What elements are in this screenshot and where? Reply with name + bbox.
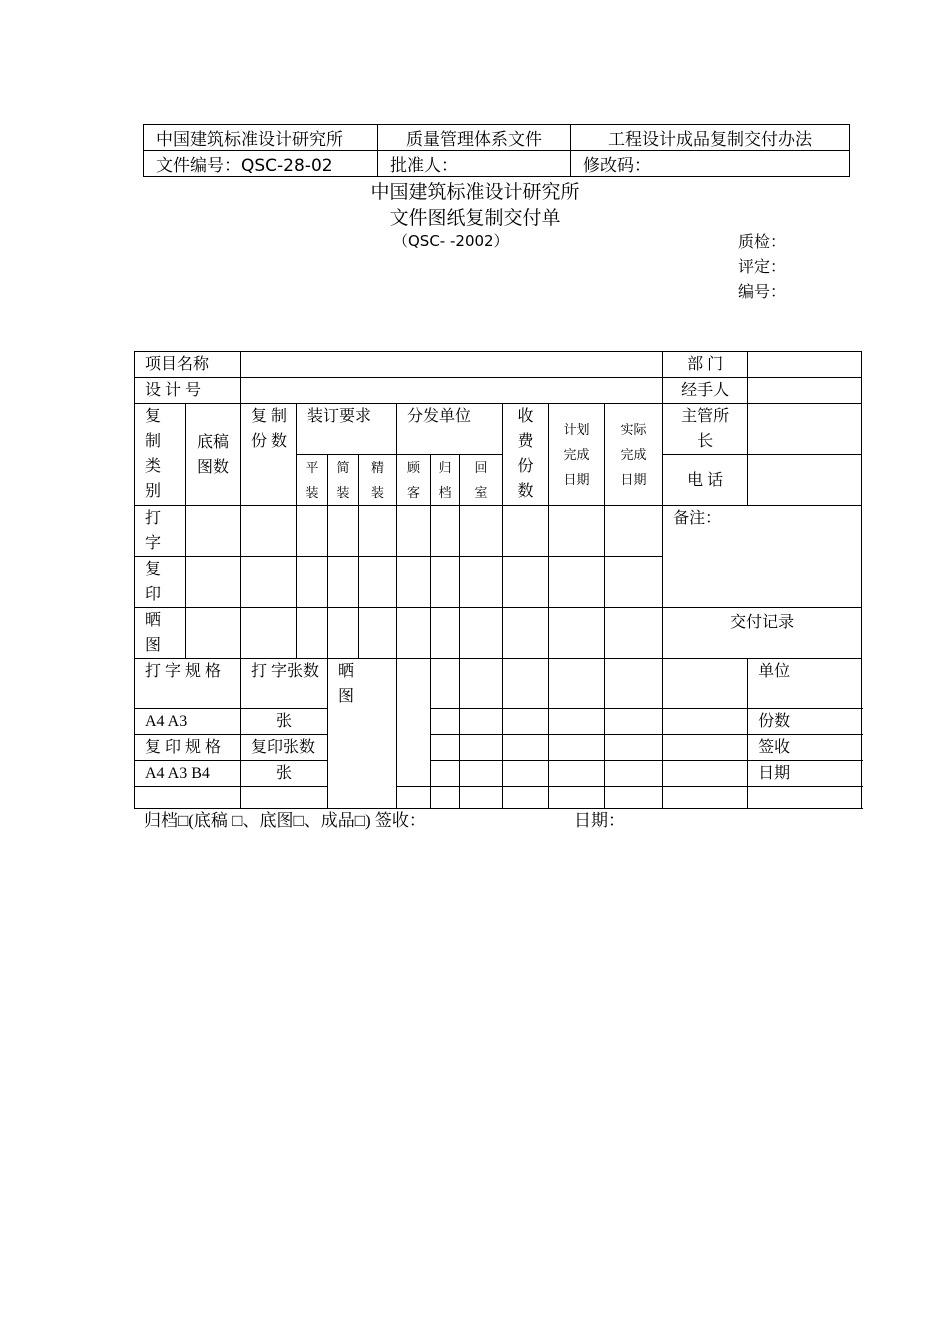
footer-date: 日期： [574,811,625,830]
cell-copy[interactable] [297,557,328,608]
cell-blank[interactable] [605,709,663,735]
cell-typing[interactable] [431,506,460,557]
field-supervisor[interactable] [748,404,862,455]
label-fee-copies: 收 费 份 数 [503,404,549,506]
label-dist-archive: 归档 [431,455,460,506]
cell-copy[interactable] [359,557,397,608]
cell-blank[interactable] [605,659,663,709]
cell-blueprint[interactable] [297,608,328,659]
field-design-no[interactable] [241,378,663,404]
cell-copy[interactable] [503,557,549,608]
label-binding-simple: 简装 [328,455,359,506]
cell-blueprint[interactable] [328,608,359,659]
cell-typing[interactable] [359,506,397,557]
label-binding-fine: 精装 [359,455,397,506]
cell-blank[interactable] [503,787,549,809]
cell-blank[interactable] [397,659,431,787]
field-department[interactable] [748,352,862,378]
label-delivery-record: 交付记录 [663,608,862,659]
cell-blank[interactable] [549,735,605,761]
label-binding-paperback: 平装 [297,455,328,506]
cell-copy[interactable] [605,557,663,608]
cell-blank[interactable] [460,761,503,787]
cell-typing[interactable] [460,506,503,557]
title-form-name: 文件图纸复制交付单 [389,207,561,229]
cell-copy[interactable] [431,557,460,608]
cell-blank[interactable] [549,659,605,709]
cell-blank[interactable] [503,659,549,709]
label-blueprint: 晒图 [328,659,397,809]
footer-archive: 归档□(底稿 □、底图□、成品□) 签收： [144,811,426,830]
cell-blank[interactable] [460,787,503,809]
label-department: 部 门 [663,352,748,378]
cell-blank[interactable] [663,659,748,709]
label-actual-date: 实际完成日期 [605,404,663,506]
label-typing-spec: 打 字 规 格 [135,659,241,709]
copy-delivery-form [134,351,862,809]
cell-blank[interactable] [663,761,748,787]
cell-blank[interactable] [663,787,748,809]
cell-typing[interactable] [297,506,328,557]
cell-typing[interactable] [549,506,605,557]
label-evaluation: 评定： [738,257,787,276]
label-sheet-unit-2: 张 [241,761,328,787]
label-copy-spec: 复 印 规 格 [135,735,241,761]
row-typing-label: 打字 [135,506,186,557]
cell-blank[interactable] [503,761,549,787]
label-draft-count: 底稿图数 [186,404,241,506]
cell-blueprint[interactable] [605,608,663,659]
cell-typing[interactable] [186,506,241,557]
cell-blank[interactable] [663,735,748,761]
header-approver: 批准人： [378,151,571,177]
cell-blueprint[interactable] [359,608,397,659]
cell-blank[interactable] [431,709,460,735]
cell-blueprint[interactable] [431,608,460,659]
cell-typing[interactable] [328,506,359,557]
cell-blank[interactable] [748,787,862,809]
cell-typing[interactable] [241,506,297,557]
label-dist-office: 回室 [460,455,503,506]
cell-blank[interactable] [549,709,605,735]
label-sheet-unit: 张 [241,709,328,735]
label-date: 日期 [748,761,862,787]
cell-typing[interactable] [605,506,663,557]
field-project-name[interactable] [241,352,663,378]
row-blueprint-label: 晒图 [135,608,186,659]
label-copy-count: 复 制 份 数 [241,404,297,506]
header-doc-title: 工程设计成品复制交付办法 [571,125,850,151]
cell-blank[interactable] [663,709,748,735]
cell-blank[interactable] [431,761,460,787]
label-planned-date: 计划完成日期 [549,404,605,506]
title-code: （QSC- -2002） [393,232,509,250]
label-typing-sheets: 打 字张数 [241,659,328,709]
cell-blank[interactable] [460,659,503,709]
cell-blank[interactable] [503,735,549,761]
cell-blank[interactable] [549,761,605,787]
header-file-no: 文件编号：QSC-28-02 [144,151,378,177]
label-phone: 电 话 [663,455,748,506]
cell-blueprint[interactable] [186,608,241,659]
title-org: 中国建筑标准设计研究所 [370,181,580,203]
label-unit: 单位 [748,659,862,709]
cell-blueprint[interactable] [241,608,297,659]
cell-copy[interactable] [549,557,605,608]
cell-copy[interactable] [397,557,431,608]
cell-blueprint[interactable] [397,608,431,659]
label-size-a4a3: A4 A3 [135,709,241,735]
cell-typing[interactable] [397,506,431,557]
label-sign: 签收 [748,735,862,761]
field-handler[interactable] [748,378,862,404]
label-handler: 经手人 [663,378,748,404]
header-system: 质量管理体系文件 [378,125,571,151]
cell-blank[interactable] [605,761,663,787]
cell-blank[interactable] [605,735,663,761]
field-remarks[interactable]: 备注： [663,506,862,608]
field-phone[interactable] [748,455,862,506]
cell-blueprint[interactable] [549,608,605,659]
label-design-no: 设 计 号 [135,378,241,404]
label-copy-type: 复 制 类 别 [135,404,186,506]
cell-copy[interactable] [328,557,359,608]
cell-blank[interactable] [431,659,460,709]
label-size-a4a3b4: A4 A3 B4 [135,761,241,787]
cell-typing[interactable] [503,506,549,557]
document-header-table [143,124,850,177]
cell-blank[interactable] [460,709,503,735]
label-supervisor: 主管所长 [663,404,748,455]
header-org: 中国建筑标准设计研究所 [144,125,378,151]
cell-blank[interactable] [431,735,460,761]
label-copies: 份数 [748,709,862,735]
cell-blueprint[interactable] [460,608,503,659]
label-binding: 装订要求 [297,404,397,455]
cell-blank[interactable] [460,735,503,761]
cell-copy[interactable] [460,557,503,608]
cell-copy[interactable] [186,557,241,608]
label-quality-check: 质检： [738,232,787,251]
cell-blank[interactable] [431,787,460,809]
header-revision: 修改码： [571,151,850,177]
label-number: 编号： [738,282,787,301]
label-dist-customer: 顾客 [397,455,431,506]
cell-copy[interactable] [241,557,297,608]
cell-blueprint[interactable] [503,608,549,659]
label-project-name: 项目名称 [135,352,241,378]
label-distribution: 分发单位 [397,404,503,455]
cell-blank[interactable] [503,709,549,735]
label-copy-sheets: 复印张数 [241,735,328,761]
row-copy-label: 复印 [135,557,186,608]
